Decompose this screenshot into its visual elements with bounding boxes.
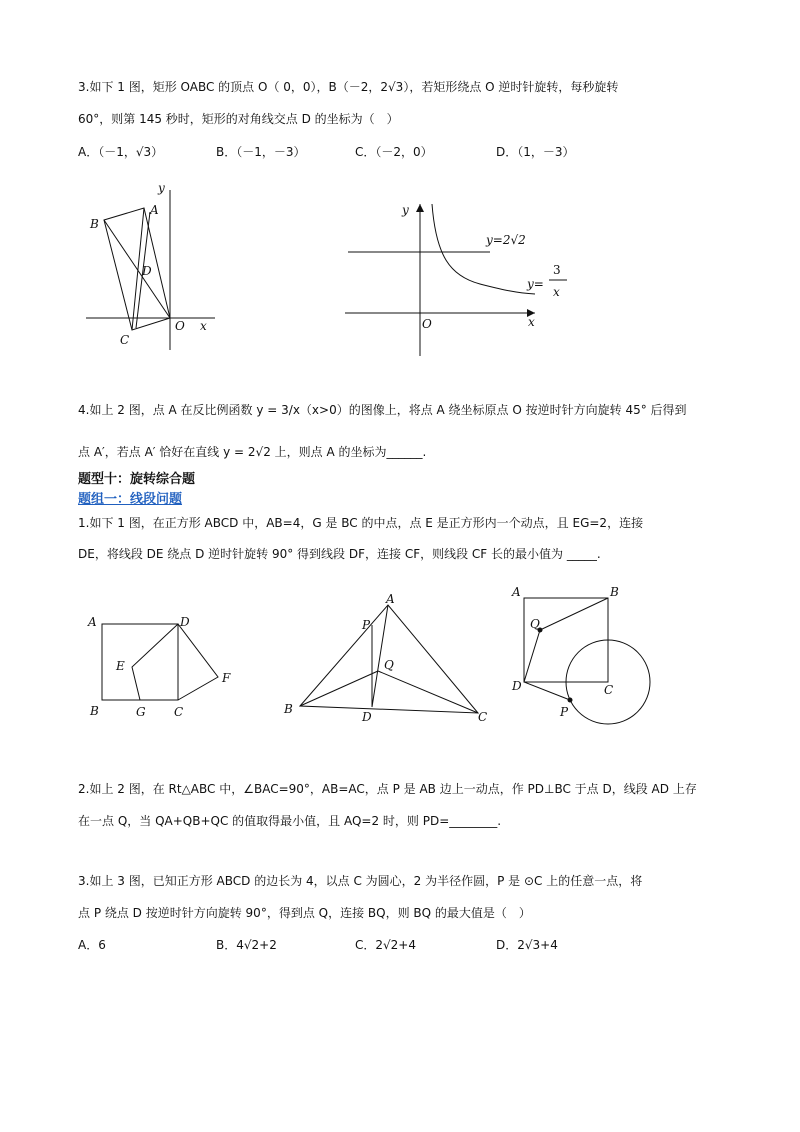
square-rotation-figure — [86, 612, 236, 722]
diagonal-ob — [104, 220, 170, 318]
fraction-overlay — [545, 262, 575, 302]
label-g: G — [136, 705, 146, 719]
label-c: C — [604, 683, 614, 697]
label-d: D — [512, 679, 522, 693]
square-abcd — [102, 624, 178, 700]
square-circle-figure — [508, 582, 668, 727]
rotation-segments — [132, 624, 218, 700]
label-x: x — [528, 315, 535, 329]
fraction-den: x — [553, 285, 560, 299]
label-y: y — [402, 203, 409, 217]
label-o: O — [175, 319, 185, 333]
q4-line1: 4.如上 2 图，点 A 在反比例函数 y = 3/x（x>0）的图像上，将点 A 绕坐标原点 O 按逆时针方向旋转 45° 后得到 — [78, 403, 687, 417]
q3a-option-d: D．（1，－3） — [496, 145, 575, 159]
label-e: E — [116, 659, 125, 673]
hyperbola-curve — [432, 204, 535, 294]
p3-option-d: D．2√3+4 — [496, 938, 558, 952]
label-o: O — [422, 317, 432, 331]
label-a: A — [88, 615, 97, 629]
p3-option-c: C．2√2+4 — [355, 938, 416, 952]
label-b: B — [284, 702, 293, 716]
label-a: A — [386, 593, 395, 606]
p3-line1: 3.如上 3 图，已知正方形 ABCD 的边长为 4，以点 C 为圆心，2 为半径作圆，P 是 ⊙C 上的任意一点，将 — [78, 874, 643, 888]
q3a-line1: 3.如下 1 图，矩形 OABC 的顶点 O（ 0，0），B（－2，2√3），若矩形绕点 O 逆时针旋转，每秒旋转 — [78, 80, 619, 94]
label-b: B — [90, 704, 99, 718]
section-title: 题型十：旋转综合题 — [78, 472, 196, 487]
p3-option-b: B．4√2+2 — [216, 938, 277, 952]
label-f: F — [222, 671, 231, 685]
p2-line2: 在一点 Q，当 QA+QB+QC 的值取得最小值，且 AQ=2 时，则 PD=________. — [78, 814, 502, 828]
label-c: C — [478, 710, 488, 724]
label-q: Q — [384, 658, 394, 672]
label-c: C — [174, 705, 184, 719]
label-a: A — [512, 585, 521, 599]
label-y: y — [158, 181, 165, 195]
p1-line1: 1.如下 1 图，在正方形 ABCD 中，AB=4，G 是 BC 的中点，点 E 是正方形内一个动点，且 EG=2，连接 — [78, 516, 644, 530]
label-q: Q — [530, 617, 540, 631]
hyperbola-figure — [340, 196, 550, 361]
rectangle-figure — [80, 178, 220, 353]
q3a-option-b: B．（－1，－3） — [216, 145, 306, 159]
segment-qc — [378, 671, 478, 713]
label-x: x — [200, 319, 207, 333]
label-p: P — [362, 618, 371, 632]
group-title[interactable]: 题组一：线段问题 — [78, 492, 183, 507]
q3a-line2: 60°，则第 145 秒时，矩形的对角线交点 D 的坐标为（ ） — [78, 112, 399, 126]
q3a-option-a: A．（－1，√3） — [78, 145, 164, 159]
label-d: D — [362, 710, 372, 724]
p3-option-a: A．6 — [78, 938, 106, 952]
label-c: C — [120, 333, 130, 347]
label-b: B — [610, 585, 619, 599]
label-d: D — [142, 264, 152, 278]
point-p — [568, 698, 573, 703]
label-b: B — [90, 217, 99, 231]
p3-line2: 点 P 绕点 D 按逆时针方向旋转 90°，得到点 Q，连接 BQ，则 BQ 的最大值是（ ） — [78, 906, 531, 920]
q3a-option-c: C．（－2，0） — [355, 145, 433, 159]
label-a: A — [150, 203, 159, 217]
label-p: P — [560, 705, 569, 719]
label-d: D — [180, 615, 190, 629]
fraction-num: 3 — [553, 263, 561, 277]
segment-qb — [300, 671, 378, 706]
triangle-figure — [280, 593, 505, 728]
q4-line2: 点 A′，若点 A′ 恰好在直线 y = 2√2 上，则点 A 的坐标为______. — [78, 445, 427, 459]
label-line: y=2√2 — [486, 233, 526, 247]
p2-line1: 2.如上 2 图，在 Rt△ABC 中，∠BAC=90°，AB=AC，点 P 是 AB 边上一动点，作 PD⊥BC 于点 D，线段 AD 上存 — [78, 782, 697, 796]
label-curve-y: y= — [527, 277, 544, 291]
p1-line2: DE，将线段 DE 绕点 D 逆时针旋转 90° 得到线段 DF，连接 CF，则线段 CF 长的最小值为 _____. — [78, 547, 601, 561]
